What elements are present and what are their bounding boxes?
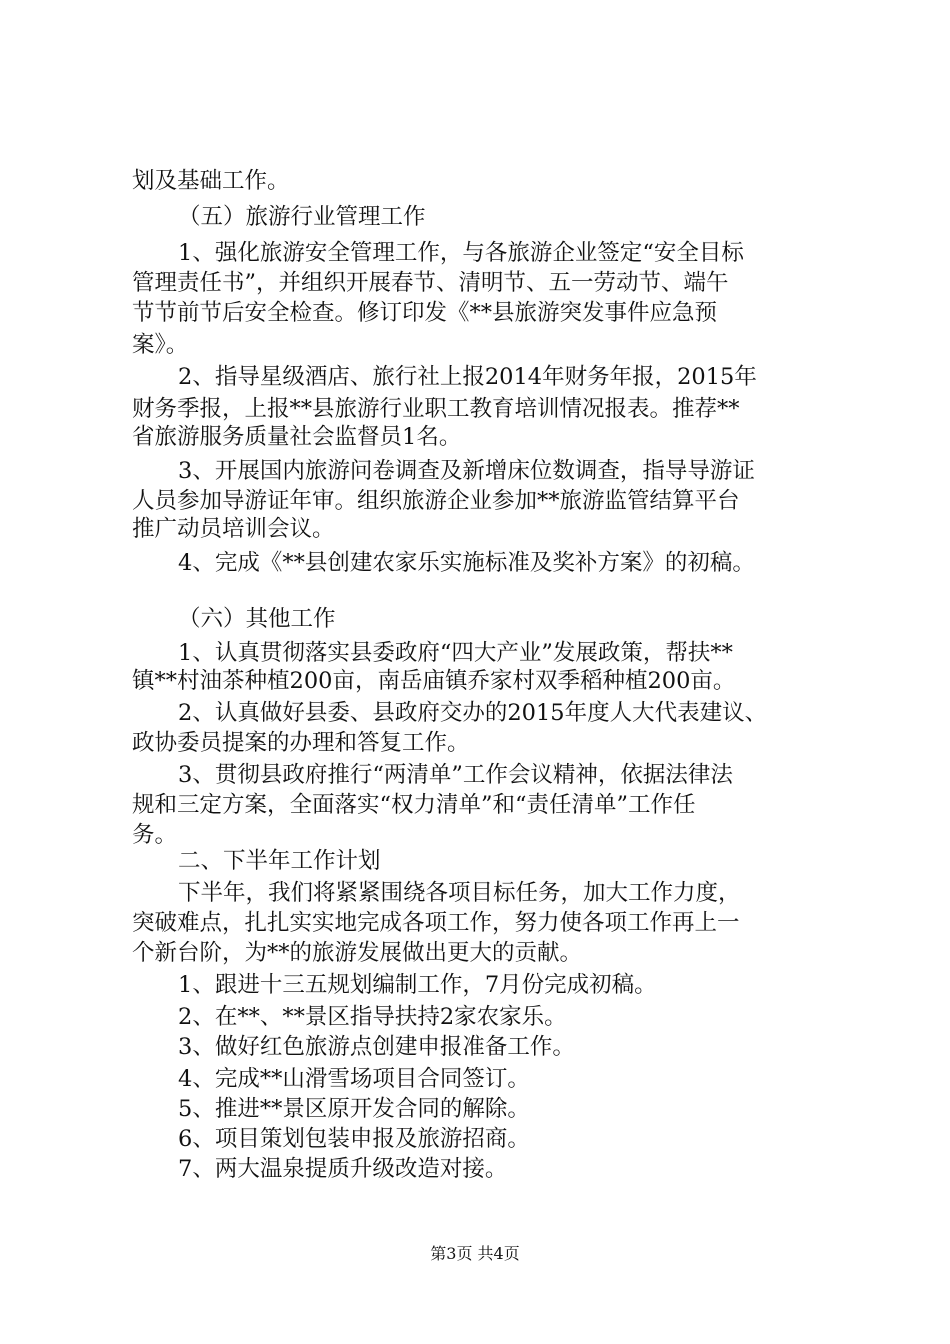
text-line: 政协委员提案的办理和答复工作。: [132, 730, 470, 756]
page-number: 第3页: [430, 1244, 473, 1263]
text-line: 4、完成《**县创建农家乐实施标准及奖补方案》的初稿。: [178, 550, 755, 576]
text-line: 人员参加导游证年审。组织旅游企业参加**旅游监管结算平台: [132, 488, 740, 514]
text-line: 个新台阶，为**的旅游发展做出更大的贡献。: [132, 940, 583, 966]
text-line: 下半年，我们将紧紧围绕各项目标任务，加大工作力度，: [178, 880, 741, 906]
section-heading: （六）其他工作: [178, 606, 336, 632]
text-line: 管理责任书”，并组织开展春节、清明节、五一劳动节、端午: [132, 270, 729, 296]
list-item: 2、在**、**景区指导扶持2家农家乐。: [178, 1004, 567, 1030]
text-line: 突破难点，扎扎实实地完成各项工作，努力使各项工作再上一: [132, 910, 740, 936]
section-heading: 二、下半年工作计划: [178, 848, 381, 874]
text-line: 案》。: [132, 332, 189, 358]
list-item: 7、两大温泉提质升级改造对接。: [178, 1156, 508, 1182]
text-line: 3、开展国内旅游问卷调查及新增床位数调查，指导导游证: [178, 458, 755, 484]
page-total: 共4页: [477, 1244, 520, 1263]
list-item: 1、跟进十三五规划编制工作，7月份完成初稿。: [178, 972, 657, 998]
section-heading: （五）旅游行业管理工作: [178, 204, 426, 230]
text-line: 3、贯彻县政府推行“两清单”工作会议精神，依据法律法: [178, 762, 733, 788]
text-line: 2、指导星级酒店、旅行社上报2014年财务年报，2015年: [178, 364, 757, 390]
text-line: 财务季报，上报**县旅游行业职工教育培训情况报表。推荐**: [132, 396, 740, 422]
text-line: 推广动员培训会议。: [132, 516, 335, 542]
list-item: 6、项目策划包装申报及旅游招商。: [178, 1126, 530, 1152]
text-line: 1、强化旅游安全管理工作，与各旅游企业签定“安全目标: [178, 240, 744, 266]
text-line: 务。: [132, 822, 178, 848]
text-line: 1、认真贯彻落实县委政府“四大产业”发展政策，帮扶**: [178, 640, 733, 666]
list-item: 3、做好红色旅游点创建申报准备工作。: [178, 1034, 575, 1060]
text-line: 节节前节后安全检查。修订印发《**县旅游突发事件应急预: [132, 300, 718, 326]
text-line: 2、认真做好县委、县政府交办的2015年度人大代表建议、: [178, 700, 768, 726]
list-item: 5、推进**景区原开发合同的解除。: [178, 1096, 530, 1122]
text-line: 规和三定方案，全面落实“权力清单”和“责任清单”工作任: [132, 792, 696, 818]
list-item: 4、完成**山滑雪场项目合同签订。: [178, 1066, 530, 1092]
text-line: 省旅游服务质量社会监督员1名。: [132, 424, 462, 450]
page-footer: [0, 1244, 950, 1264]
text-line: 镇**村油茶种植200亩，南岳庙镇乔家村双季稻种植200亩。: [132, 668, 736, 694]
text-line: 划及基础工作。: [132, 168, 290, 194]
